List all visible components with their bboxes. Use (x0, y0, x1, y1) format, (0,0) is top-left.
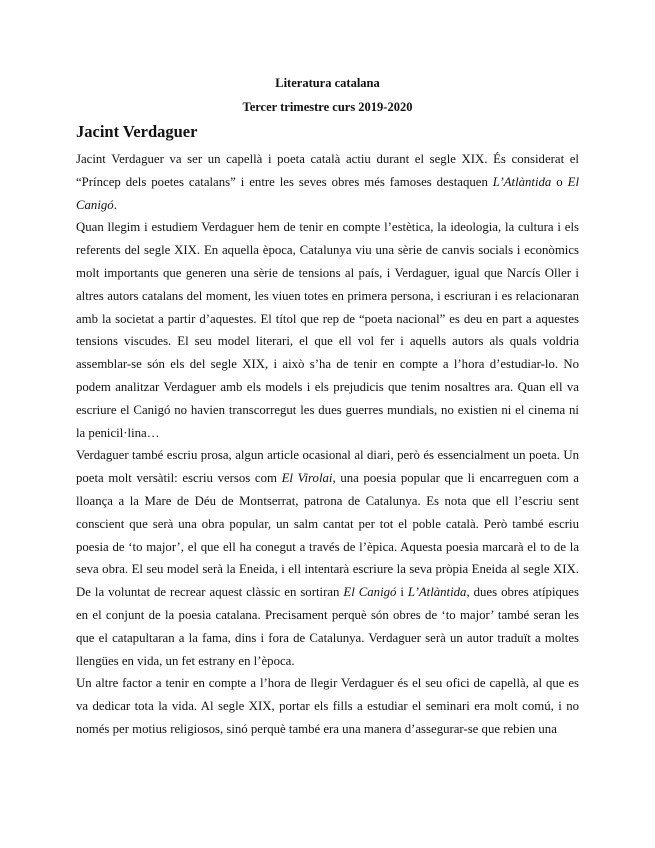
subject-heading: Literatura catalana (275, 76, 380, 90)
paragraph-1: Jacint Verdaguer va ser un capellà i poeta català actiu durant el segle XIX. És considerat el “Príncep dels poetes catalans” i entre les seves obres més famoses destaquen L’Atlàntida o El Canigó. (76, 152, 580, 212)
body-text (76, 148, 579, 741)
paragraph-4: Un altre factor a tenir en compte a l’hora de llegir Verdaguer és el seu ofici de capellà, al que es va dedicar tota la vida. Al segle XIX, portar els fills a estudiar el seminari era molt comú, i no només per motius religiosos, sinó perquè també era una manera d’assegurar-se que rebien una (76, 676, 579, 736)
work-title: L’Atlàntida (492, 174, 552, 189)
work-title: El Virolai (281, 471, 333, 486)
work-title: El Canigó (76, 174, 580, 212)
paragraph-3: Verdaguer també escriu prosa, algun article ocasional al diari, però és essencialment un poeta. Un poeta molt versàtil: escriu versos com El Virolai, una poesia popular que li encarreguen com a lloança a la Mare de Déu de Montserrat, patrona de Catalunya. Es nota que ell l’escriu sent conscient que serà una obra popular, un salm cantat per tot el poble català. Però també escriu poesia de ‘to major’, el que ell ha conegut a través de l’èpica. Aquesta poesia marcarà el to de la seva obra. El seu model serà la Eneida, i ell intentarà escriure la seva pròpia Eneida al segle XIX. De la voluntat de recrear aquest clàssic en sortiran El Canigó i L’Atlàntida, dues obres atípiques en el conjunt de la poesia catalana. Precisament perquè són obres de ‘to major’ també seran les que el catapultaran a la fama, dins i fora de Catalunya. Verdaguer serà un autor traduït a moltes llengües en vida, un fet estrany en l’època. (76, 448, 579, 668)
work-title: L’Atlàntida (407, 585, 467, 600)
page-title: Jacint Verdaguer (76, 122, 198, 141)
paragraph-2: Quan llegim i estudiem Verdaguer hem de tenir en compte l’estètica, la ideologia, la cultura i els referents del segle XIX. En aquella època, Catalunya viu una sèrie de canvis socials i econòmics molt importants que generen una sèrie de tensions al país, i Verdaguer, igual que Narcís Oller i altres autors catalans del moment, les viuen totes en primera persona, i escriuran i es relacionaran amb la societat a partir d’aquestes. El títol que rep de “poeta nacional” es deu en part a aquestes tensions viscudes. El seu model literari, el que ell vol fer i aquells autors als quals voldria assemblar-se són els del segle XIX, i això s’ha de tenir en compte a l’hora d’estudiar-lo. No podem analitzar Verdaguer amb els models i els prejudicis que tenim nosaltres ara. Quan ell va escriure el Canigó no havien transcorregut les dues guerres mundials, no existien ni el cinema ni la penicil·lina… (76, 220, 579, 440)
term-heading: Tercer trimestre curs 2019-2020 (242, 100, 413, 114)
work-title: El Canigó (343, 585, 397, 600)
